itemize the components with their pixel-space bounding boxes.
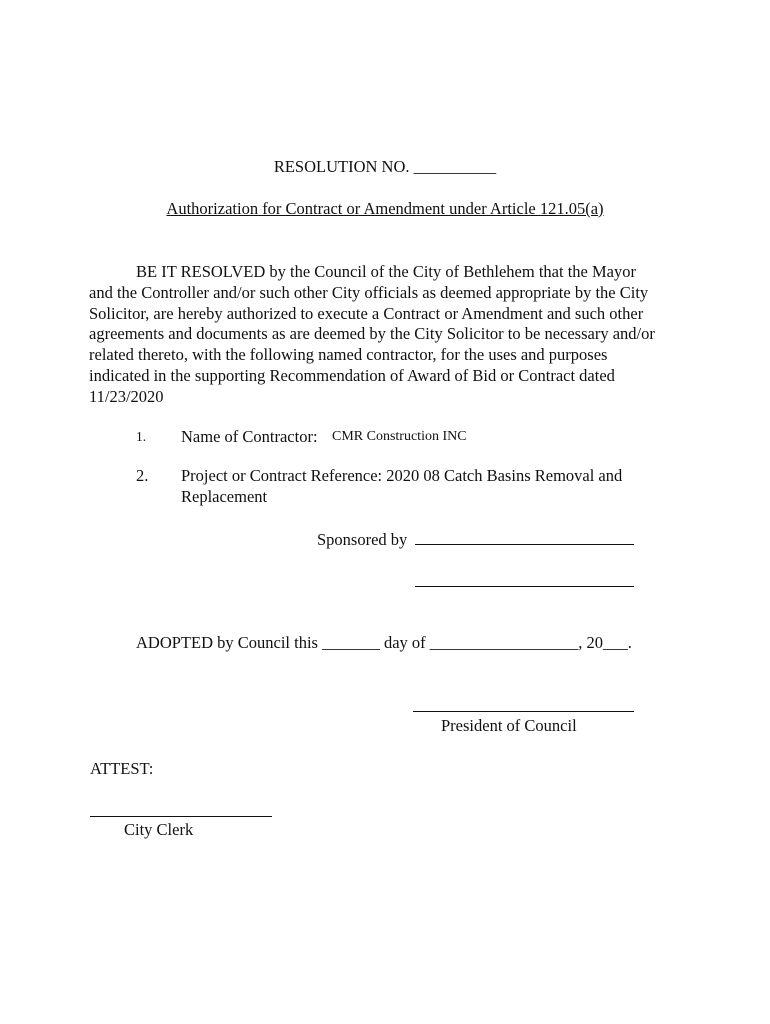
president-label: President of Council	[441, 716, 577, 735]
body-line: BE IT RESOLVED by the Council of the City of Bethlehem that the Mayor	[136, 262, 636, 281]
body-line: indicated in the supporting Recommendation of Award of Bid or Contract dated	[89, 365, 615, 385]
body-line: Solicitor, are hereby authorized to execute a Contract or Amendment and such other	[89, 303, 644, 323]
sponsor-signature-line-1	[415, 544, 634, 545]
body-line: related thereto, with the following named contractor, for the uses and purposes	[89, 345, 608, 365]
item-2-number: 2.	[136, 466, 149, 485]
sponsor-signature-line-2	[415, 586, 634, 587]
project-reference-line1: Project or Contract Reference: 2020 08 Catch Basins Removal and	[181, 466, 623, 485]
city-clerk-label: City Clerk	[124, 820, 194, 839]
adopted-statement: ADOPTED by Council this _______ day of __________________, 20___.	[136, 633, 632, 652]
sponsored-by-label: Sponsored by	[317, 530, 408, 549]
resolution-title: RESOLUTION NO. __________	[273, 157, 497, 176]
contractor-name: CMR Construction INC	[332, 429, 467, 444]
body-line: 11/23/2020	[89, 386, 164, 406]
attest-label: ATTEST:	[90, 759, 154, 778]
resolution-subtitle: Authorization for Contract or Amendment under Article 121.05(a)	[166, 199, 604, 218]
item-1-number: 1.	[136, 429, 147, 444]
body-line: agreements and documents as are deemed by the City Solicitor to be necessary and/or	[89, 324, 655, 344]
contractor-label: Name of Contractor:	[181, 427, 318, 446]
body-line: and the Controller and/or such other City officials as deemed appropriate by the City	[89, 282, 649, 302]
city-clerk-signature-line	[90, 816, 272, 817]
president-signature-line	[413, 711, 634, 712]
project-reference-line2: Replacement	[181, 487, 268, 506]
resolution-body	[89, 262, 689, 408]
